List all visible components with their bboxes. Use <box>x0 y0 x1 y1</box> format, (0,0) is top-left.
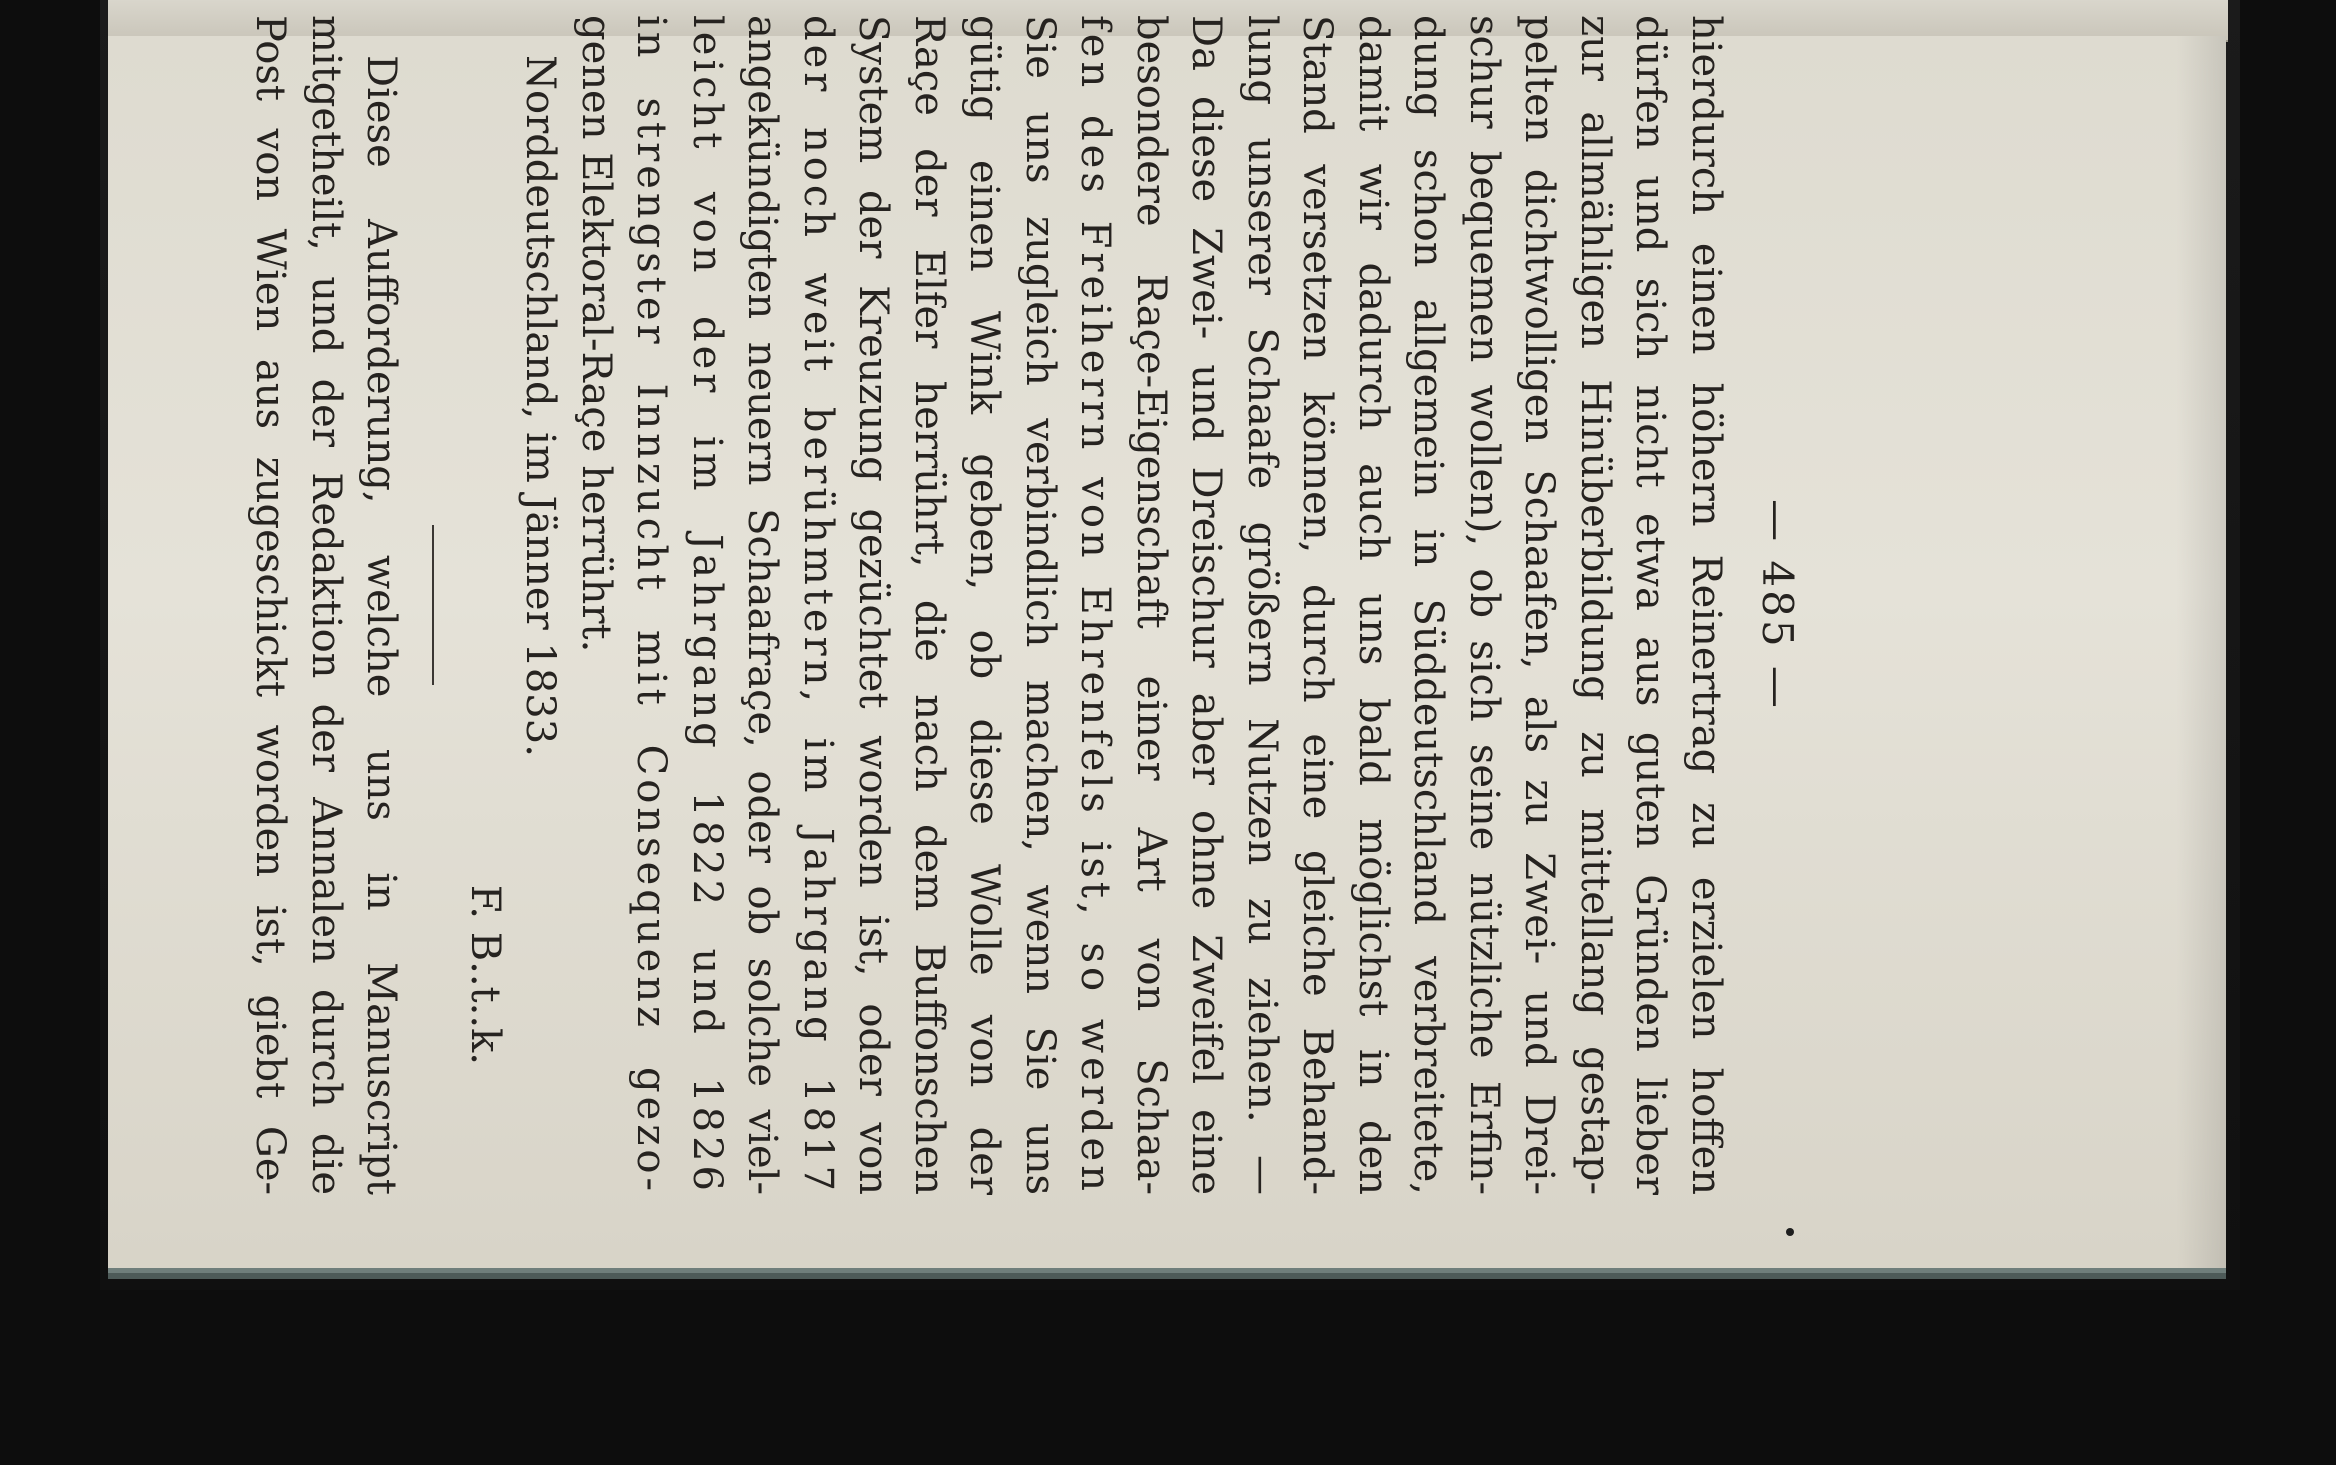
dateline: Norddeutschland, im Jänner 1833. <box>517 55 564 757</box>
text-line: der noch weit berühmtern, im Jahrgang 1817 <box>795 15 841 1195</box>
dust-speck <box>1786 1228 1794 1236</box>
text-line: Post von Wien aus zugeschickt worden ist, giebt Ge- <box>247 15 294 1195</box>
text-line: lung unserer Schaafe größern Nutzen zu ziehen. — <box>1239 15 1285 1195</box>
text-line: damit wir dadurch auch uns bald möglichst in den <box>1350 15 1396 1195</box>
text-line: dürfen und sich nicht etwa aus guten Gründen lieber <box>1627 15 1674 1195</box>
text-line: gütig einen Wink geben, ob diese Wolle von der <box>961 15 1008 1195</box>
text-line: pelten dichtwolligen Schaafen, als zu Zwei- und Drei- <box>1516 15 1563 1195</box>
text-line: schur bequemen wollen), ob sich seine nützliche Erfin- <box>1461 15 1507 1195</box>
text-line: mitgetheilt, und der Redaktion der Annalen durch die <box>303 15 349 1195</box>
page-number: — 485 — <box>1753 499 1802 711</box>
text-line: System der Kreuzung gezüchtet worden ist, oder von <box>850 15 897 1195</box>
page-gutter <box>2176 36 2226 1268</box>
text-line: Da diese Zwei- und Dreischur aber ohne Zweifel eine <box>1183 15 1230 1195</box>
text-line: besondere Raçe-Eigenschaft einer Art von Schaa- <box>1128 15 1174 1195</box>
text-line: leicht von der im Jahrgang 1822 und 1826 <box>684 15 730 1195</box>
paragraph-1 <box>568 15 1734 1195</box>
text-line: in strengster Innzucht mit Consequenz gezo- <box>628 15 675 1195</box>
page-text <box>247 15 1805 1195</box>
text-line: fen des Freiherrn von Ehrenfels ist, so werden <box>1072 15 1119 1195</box>
text-line: dung schon allgemein in Süddeutschland verbreitete, <box>1405 15 1452 1195</box>
signature: F. B..t..k. <box>462 884 508 1065</box>
text-line: Diese Aufforderung, welche uns in Manuscript <box>358 55 405 1195</box>
text-line: Stand versetzen können, durch eine gleiche Behand- <box>1294 15 1341 1195</box>
text-line: Raçe der Elfer herrührt, die nach dem Buffonschen <box>906 15 952 1195</box>
text-line: angekündigten neuern Schaafraçe, oder ob solche viel- <box>739 15 786 1195</box>
paragraph-2 <box>242 15 409 1195</box>
text-line: hierdurch einen höhern Reinertrag zu erzielen hoffen <box>1683 15 1729 1195</box>
text-line: Sie uns zugleich verbindlich machen, wenn Sie uns <box>1017 15 1063 1195</box>
text-line: zur allmähligen Hinüberbildung zu mittellang gestap- <box>1572 15 1618 1195</box>
section-rule <box>433 525 435 685</box>
text-line: genen Elektoral-Raçe herrührt. <box>573 15 619 653</box>
